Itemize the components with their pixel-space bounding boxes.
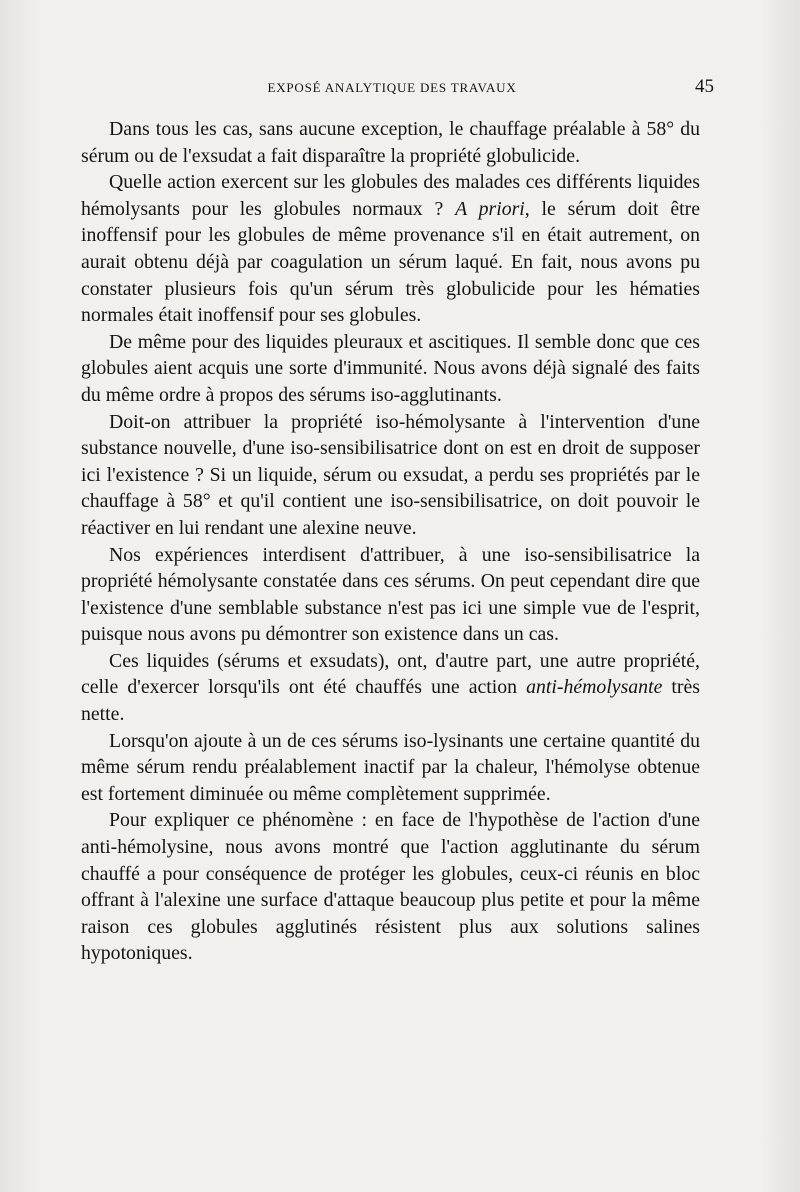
paragraph-6 (81, 648, 700, 728)
paragraph-text: très nette. (81, 676, 700, 726)
italic-phrase: anti-hémolysante (526, 676, 663, 699)
paragraph-text: Nos expériences interdisent d'attribuer, à une iso-sensibilisatrice la propriété hémolysante constatée dans ces sérums. On peut cependant dire que l'existence d'une semblable substance n'est pas ici une simple vue de l'esprit, puisque nous avons pu démontrer son existence dans un cas. (81, 543, 700, 646)
paragraph-text: Quelle action exercent sur les globules des malades ces différents liquides hémolysants pour les globules normaux ? (81, 171, 700, 220)
running-head: EXPOSÉ ANALYTIQUE DES TRAVAUX (267, 80, 517, 95)
paragraph-1 (81, 116, 700, 169)
paragraph-4 (81, 409, 700, 542)
paragraph-text: De même pour des liquides pleuraux et ascitiques. Il semble donc que ces globules aient acquis une sorte d'immunité. Nous avons déjà signalé des faits du même ordre à propos des sérums iso-agglutinants. (81, 330, 700, 406)
body-text (81, 116, 700, 967)
paragraph-2 (81, 169, 700, 329)
paragraph-text: Lorsqu'on ajoute à un de ces sérums iso-lysinants une certaine quantité du même sérum rendu préalablement inactif par la chaleur, l'hémolyse obtenue est fortement diminuée ou même complètement supprimée. (81, 729, 700, 805)
paragraph-8 (81, 807, 700, 967)
paragraph-text: Dans tous les cas, sans aucune exception, le chauffage préalable à 58° du sérum ou de l'exsudat a fait disparaître la propriété globulicide. (81, 118, 700, 167)
paragraph-text: , le sérum doit être inoffensif pour les globules de même provenance s'il en était autrement, on aurait obtenu déjà par coagulation un sérum laqué. En fait, nous avons pu constater plusieurs fois qu'un sérum très globulicide pour les hématies normales était inoffensif pour ses globules. (81, 197, 700, 327)
paragraph-5 (81, 542, 700, 648)
italic-phrase: A priori (455, 197, 525, 220)
paragraph-text: Ces liquides (sérums et exsudats), ont, d'autre part, une autre propriété, celle d'exercer lorsqu'ils ont été chauffés une action (81, 649, 700, 699)
page-number: 45 (695, 76, 714, 97)
paragraph-text: Pour expliquer ce phénomène : en face de l'hypothèse de l'action d'une anti-hémolysine, nous avons montré que l'action agglutinante du sérum chauffé a pour conséquence de protéger les globules, ceux-ci réunis en bloc offrant à l'alexine une surface d'attaque beaucoup plus petite et pour la même raison ces globules agglutinés résistent plus aux solutions salines hypotoniques. (81, 809, 700, 965)
paragraph-text: Doit-on attribuer la propriété iso-hémolysante à l'intervention d'une substance nouvelle, d'une iso-sensibilisatrice dont on est en droit de supposer ici l'existence ? Si un liquide, sérum ou exsudat, a perdu ses propriétés par le chauffage à 58° et qu'il contient une iso-sensibilisatrice, on doit pouvoir le réactiver en lui rendant une alexine neuve. (81, 410, 700, 539)
page-header (80, 76, 714, 100)
paragraph-3 (81, 329, 700, 409)
paragraph-7 (81, 728, 700, 808)
